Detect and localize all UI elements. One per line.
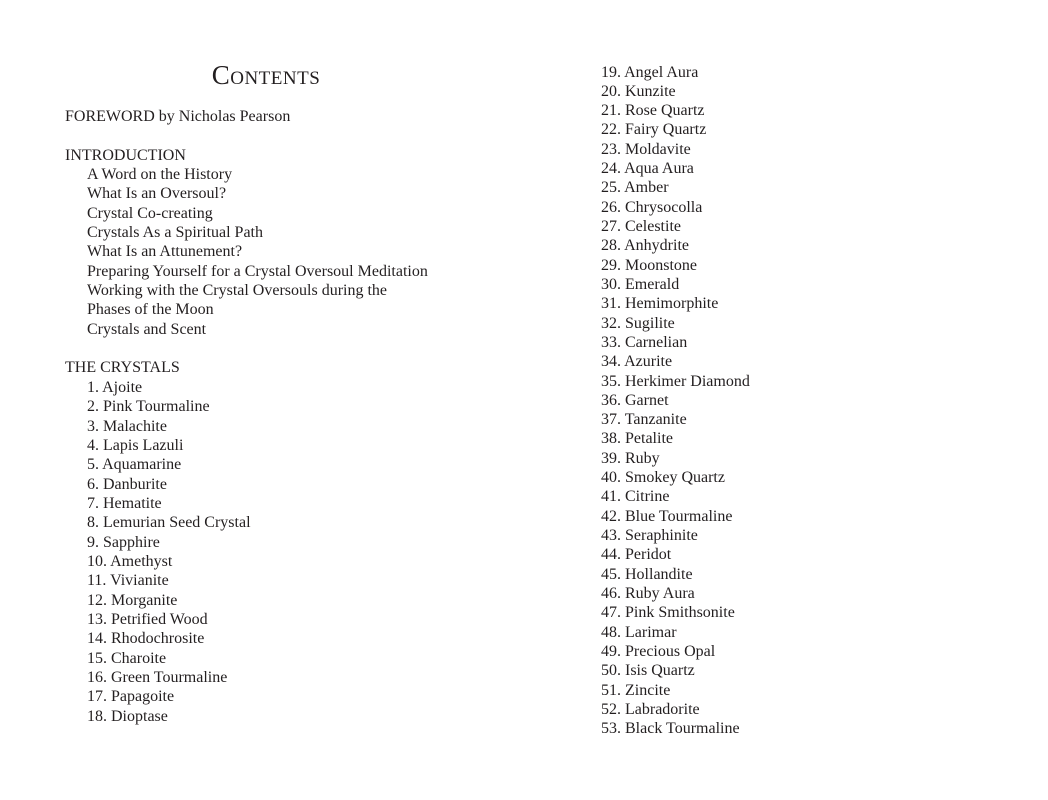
toc-crystal-item[interactable]: 53. Black Tourmaline [601, 720, 740, 738]
toc-crystal-item[interactable]: 25. Amber [601, 179, 669, 197]
toc-crystal-item[interactable]: 17. Papagoite [87, 688, 175, 706]
toc-crystal-item[interactable]: 3. Malachite [87, 417, 167, 435]
toc-intro-item[interactable]: A Word on the History [87, 166, 233, 184]
toc-introduction-heading[interactable]: INTRODUCTION [65, 146, 186, 164]
toc-crystal-item[interactable]: 29. Moonstone [601, 256, 697, 274]
toc-crystal-item[interactable]: 48. Larimar [601, 623, 677, 641]
toc-crystal-item[interactable]: 28. Anhydrite [601, 237, 689, 255]
toc-intro-item[interactable]: Crystal Co-creating [87, 204, 213, 222]
toc-crystal-item[interactable]: 46. Ruby Aura [601, 584, 695, 602]
toc-crystal-item[interactable]: 50. Isis Quartz [601, 662, 695, 680]
toc-crystal-item[interactable]: 15. Charoite [87, 649, 167, 667]
contents-left-column [65, 107, 485, 726]
toc-crystal-item[interactable]: 42. Blue Tourmaline [601, 507, 733, 525]
toc-crystal-item[interactable]: 14. Rhodochrosite [87, 630, 205, 648]
toc-crystal-item[interactable]: 49. Precious Opal [601, 642, 716, 660]
toc-crystal-item[interactable]: 22. Fairy Quartz [601, 121, 707, 139]
toc-crystal-item[interactable]: 44. Peridot [601, 546, 672, 564]
toc-crystal-item[interactable]: 26. Chrysocolla [601, 198, 703, 216]
toc-crystal-item[interactable]: 51. Zincite [601, 681, 671, 699]
toc-crystal-item[interactable]: 18. Dioptase [87, 707, 168, 725]
toc-crystal-item[interactable]: 4. Lapis Lazuli [87, 436, 184, 454]
toc-crystal-item[interactable]: 16. Green Tourmaline [87, 668, 228, 686]
spacer [65, 339, 485, 358]
toc-crystal-item[interactable]: 36. Garnet [601, 391, 669, 409]
toc-crystal-item[interactable]: 5. Aquamarine [87, 456, 182, 474]
toc-crystal-item[interactable]: 45. Hollandite [601, 565, 693, 583]
toc-crystal-item[interactable]: 35. Herkimer Diamond [601, 372, 750, 390]
toc-crystal-item[interactable]: 12. Morganite [87, 591, 178, 609]
toc-crystal-item[interactable]: 11. Vivianite [87, 572, 169, 590]
toc-intro-item[interactable]: Working with the Crystal Oversouls during the [87, 282, 388, 300]
contents-right-column [601, 63, 901, 739]
toc-crystal-item[interactable]: 47. Pink Smithsonite [601, 604, 735, 622]
toc-crystal-item[interactable]: 2. Pink Tourmaline [87, 398, 210, 416]
toc-crystal-item[interactable]: 10. Amethyst [87, 552, 173, 570]
toc-crystal-item[interactable]: 32. Sugilite [601, 314, 675, 332]
crystal-list-left [65, 378, 485, 726]
toc-intro-item[interactable]: Preparing Yourself for a Crystal Oversoul Meditation [87, 262, 428, 280]
toc-crystal-item[interactable]: 1. Ajoite [87, 378, 143, 396]
toc-crystal-item[interactable]: 43. Seraphinite [601, 527, 698, 544]
toc-crystal-item[interactable]: 41. Citrine [601, 488, 670, 506]
toc-crystal-item[interactable]: 34. Azurite [601, 353, 673, 371]
toc-crystal-item[interactable]: 40. Smokey Quartz [601, 469, 725, 487]
toc-foreword[interactable]: FOREWORD by Nicholas Pearson [65, 108, 291, 125]
toc-crystal-item[interactable]: 39. Ruby [601, 449, 660, 467]
toc-intro-item[interactable]: Crystals As a Spiritual Path [87, 224, 263, 242]
page-title: Contents [211, 60, 321, 90]
toc-crystal-item[interactable]: 24. Aqua Aura [601, 160, 694, 178]
spacer [65, 126, 485, 145]
toc-crystals-heading[interactable]: THE CRYSTALS [65, 359, 180, 377]
toc-crystal-item[interactable]: 20. Kunzite [601, 82, 676, 100]
toc-crystal-item[interactable]: 9. Sapphire [87, 533, 160, 551]
toc-intro-item[interactable]: What Is an Attunement? [87, 243, 243, 261]
toc-crystal-item[interactable]: 23. Moldavite [601, 140, 691, 158]
toc-crystal-item[interactable]: 38. Petalite [601, 430, 673, 448]
toc-crystal-item[interactable]: 27. Celestite [601, 218, 681, 235]
toc-crystal-item[interactable]: 13. Petrified Wood [87, 610, 208, 628]
toc-crystal-item[interactable]: 19. Angel Aura [601, 63, 699, 81]
toc-crystal-item[interactable]: 52. Labradorite [601, 700, 700, 718]
toc-crystal-item[interactable]: 37. Tanzanite [601, 411, 687, 429]
toc-crystal-item[interactable]: 21. Rose Quartz [601, 102, 705, 120]
toc-crystal-item[interactable]: 30. Emerald [601, 275, 680, 293]
toc-intro-item[interactable]: Crystals and Scent [87, 320, 207, 338]
toc-crystal-item[interactable]: 6. Danburite [87, 475, 167, 493]
toc-crystal-item[interactable]: 33. Carnelian [601, 333, 688, 351]
toc-crystal-item[interactable]: 7. Hematite [87, 494, 162, 512]
toc-crystal-item[interactable]: 8. Lemurian Seed Crystal [87, 514, 251, 532]
toc-intro-item[interactable]: Phases of the Moon [87, 301, 214, 319]
toc-crystal-item[interactable]: 31. Hemimorphite [601, 295, 719, 313]
crystal-list-right [601, 63, 901, 739]
toc-intro-item[interactable]: What Is an Oversoul? [87, 185, 227, 203]
